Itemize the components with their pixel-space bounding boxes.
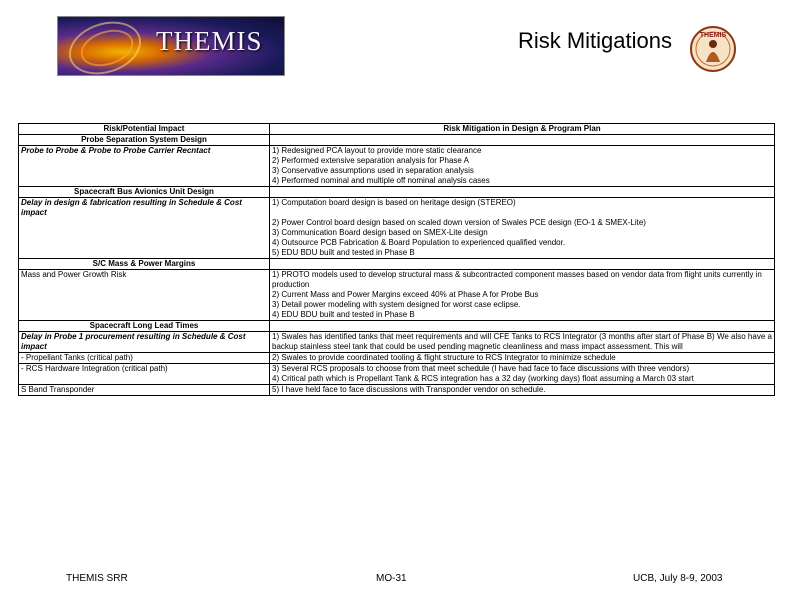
table-row	[19, 385, 775, 396]
table-header-row	[19, 124, 775, 135]
footer-page-number: MO-31	[376, 573, 407, 584]
section-title-blank	[270, 187, 775, 198]
section-title-blank	[270, 321, 775, 332]
section-title: S/C Mass & Power Margins	[19, 259, 270, 270]
table-row	[19, 146, 775, 187]
section-row	[19, 259, 775, 270]
mitigation-cell: 3) Several RCS proposals to choose from that meet schedule (I have had face to face discussions with three vendors) 4) Critical path which is Propellant Tank & RCS integration has a 32 day (working days) float assuming a March 03 start	[270, 364, 775, 385]
col-header-risk: Risk/Potential Impact	[19, 124, 270, 135]
mitigation-cell: 1) Redesigned PCA layout to provide more static clearance 2) Performed extensive separation analysis for Phase A 3) Conservative assumptions used in separation analysis 4) Performed nominal and multiple off nominal analysis cases	[270, 146, 775, 187]
risk-cell: Delay in design & fabrication resulting in Schedule & Cost impact	[19, 198, 270, 259]
section-title-blank	[270, 259, 775, 270]
mitigation-cell: 1) Swales has identified tanks that meet requirements and will CFE Tanks to RCS Integrator (3 months after start of Phase B) We also have a backup stainless steel tank that could be used pending magnetic cleanliness and mass impact assessment. This will	[270, 332, 775, 353]
risk-cell: Mass and Power Growth Risk	[19, 270, 270, 321]
section-row	[19, 321, 775, 332]
mitigation-cell: 2) Swales to provide coordinated tooling & flight structure to RCS Integrator to minimize schedule	[270, 353, 775, 364]
risk-table	[18, 123, 775, 396]
themis-logo	[57, 16, 285, 76]
section-title-blank	[270, 135, 775, 146]
footer-left: THEMIS SRR	[66, 573, 128, 584]
mitigation-cell: 5) I have held face to face discussions with Transponder vendor on schedule.	[270, 385, 775, 396]
mitigation-cell: 1) Computation board design is based on heritage design (STEREO) 2) Power Control board design based on scaled down version of Swales PCE design (EO-1 & SMEX-Lite) 3) Communication Board design based on SMEX-Lite design 4) Outsource PCB Fabrication & Board Population to experienced qualified vendor. 5) EDU BDU built and tested in Phase B	[270, 198, 775, 259]
mission-badge-icon	[686, 24, 740, 74]
section-title: Spacecraft Bus Avionics Unit Design	[19, 187, 270, 198]
table-row	[19, 332, 775, 353]
table-row	[19, 364, 775, 385]
risk-cell: Probe to Probe & Probe to Probe Carrier Recntact	[19, 146, 270, 187]
mitigation-cell: 1) PROTO models used to develop structural mass & subcontracted component masses based on vendor data from flight units currently in production 2) Current Mass and Power Margins exceed 40% at Phase A for Probe Bus 3) Detail power modeling with system designed for worst case eclipse. 4) EDU BDU built and tested in Phase B	[270, 270, 775, 321]
risk-cell: - RCS Hardware Integration (critical path)	[19, 364, 270, 385]
footer-date: UCB, July 8-9, 2003	[633, 573, 723, 584]
section-row	[19, 187, 775, 198]
section-title: Spacecraft Long Lead Times	[19, 321, 270, 332]
risk-table-body	[19, 124, 775, 396]
page-title: Risk Mitigations	[517, 28, 672, 53]
table-row	[19, 353, 775, 364]
risk-cell: - Propellant Tanks (critical path)	[19, 353, 270, 364]
col-header-mitigation: Risk Mitigation in Design & Program Plan	[270, 124, 775, 135]
logo-text: THEMIS	[156, 26, 263, 56]
table-row	[19, 270, 775, 321]
risk-cell: S Band Transponder	[19, 385, 270, 396]
section-title: Probe Separation System Design	[19, 135, 270, 146]
risk-cell: Delay in Probe 1 procurement resulting in Schedule & Cost impact	[19, 332, 270, 353]
badge-text: THEMIS	[699, 32, 727, 39]
section-row	[19, 135, 775, 146]
table-row	[19, 198, 775, 259]
